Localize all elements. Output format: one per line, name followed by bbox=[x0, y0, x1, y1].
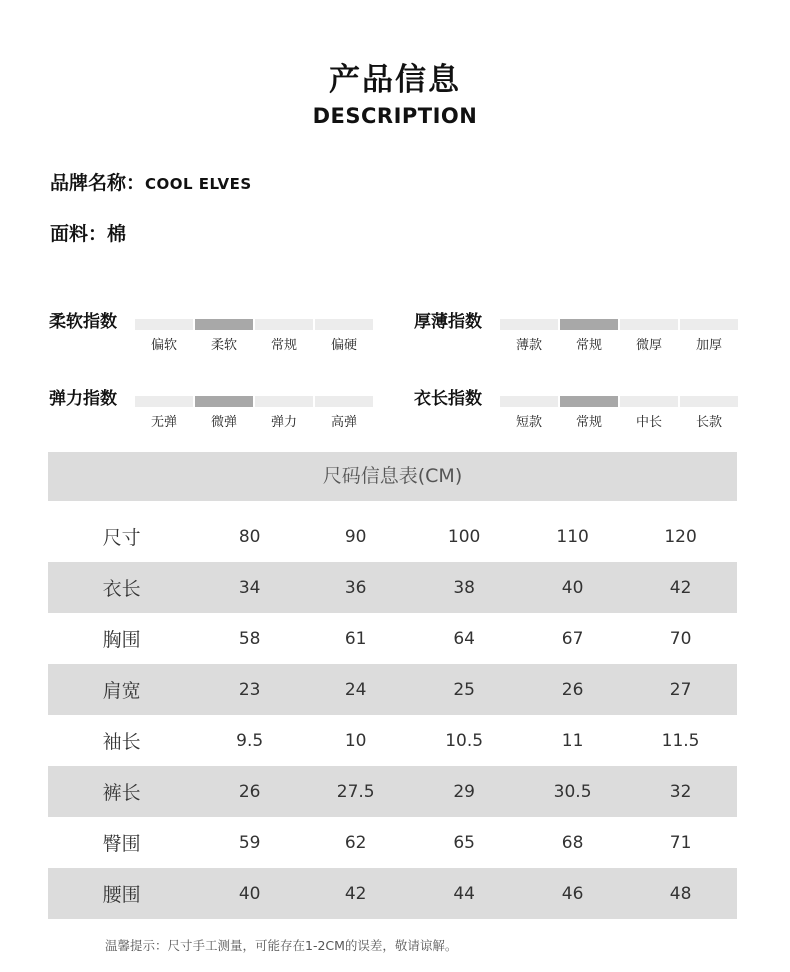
table-cell: 32 bbox=[669, 781, 692, 802]
table-row bbox=[48, 501, 737, 562]
scale-segment-selected bbox=[560, 396, 618, 430]
length-index-scale bbox=[500, 396, 740, 430]
scale-segment-selected bbox=[195, 396, 253, 430]
table-cell: 68 bbox=[561, 832, 584, 853]
scale-label: 加厚 bbox=[695, 338, 722, 353]
table-cell: 9.5 bbox=[236, 730, 264, 751]
table-row bbox=[48, 817, 737, 868]
size-table-caption: 尺码信息表(CM) bbox=[48, 452, 737, 501]
scale-label: 微厚 bbox=[635, 338, 662, 353]
table-cell: 58 bbox=[238, 628, 261, 649]
table-row-header: 臀围 bbox=[102, 833, 141, 855]
table-cell: 59 bbox=[238, 832, 261, 853]
scale-segment bbox=[680, 319, 738, 353]
scale-segment bbox=[315, 396, 373, 430]
scale-bar bbox=[620, 396, 678, 407]
thickness-index-title: 厚薄指数 bbox=[414, 312, 482, 332]
scale-label: 微弹 bbox=[210, 415, 237, 430]
table-row bbox=[48, 715, 737, 766]
table-cell: 38 bbox=[453, 577, 475, 598]
table-cell: 64 bbox=[453, 628, 475, 649]
scale-label: 常规 bbox=[575, 415, 602, 430]
elasticity-index-title: 弹力指数 bbox=[49, 389, 117, 409]
scale-segment bbox=[680, 396, 738, 430]
table-cell: 36 bbox=[344, 577, 367, 598]
thickness-index-scale bbox=[500, 319, 740, 353]
table-cell: 71 bbox=[669, 832, 692, 853]
scale-segment bbox=[255, 396, 313, 430]
fabric-value: 棉 bbox=[107, 223, 127, 245]
table-cell: 27.5 bbox=[336, 781, 375, 802]
softness-index-scale bbox=[135, 319, 375, 353]
scale-bar bbox=[255, 319, 313, 330]
scale-bar bbox=[560, 319, 618, 330]
scale-label: 短款 bbox=[515, 415, 542, 430]
page-subtitle: DESCRIPTION bbox=[312, 104, 478, 128]
fabric-info bbox=[50, 219, 126, 246]
scale-label: 常规 bbox=[575, 338, 602, 353]
table-cell: 30.5 bbox=[553, 781, 592, 802]
scale-bar bbox=[680, 319, 738, 330]
table-cell: 25 bbox=[453, 679, 475, 700]
scale-segment bbox=[620, 319, 678, 353]
table-row bbox=[48, 613, 737, 664]
fabric-label: 面料： bbox=[50, 223, 108, 245]
scale-bar bbox=[195, 319, 253, 330]
length-index-title: 衣长指数 bbox=[414, 389, 482, 409]
table-cell: 65 bbox=[453, 832, 475, 853]
table-cell: 24 bbox=[344, 679, 367, 700]
scale-label: 无弹 bbox=[150, 415, 177, 430]
table-cell: 70 bbox=[669, 628, 692, 649]
scale-bar bbox=[315, 319, 373, 330]
scale-segment bbox=[135, 319, 193, 353]
table-cell: 10 bbox=[344, 730, 367, 751]
scale-bar bbox=[135, 319, 193, 330]
table-row bbox=[48, 664, 737, 715]
scale-label: 柔软 bbox=[210, 338, 237, 353]
table-cell: 29 bbox=[453, 781, 475, 802]
table-row-header: 胸围 bbox=[102, 629, 141, 651]
table-cell: 90 bbox=[344, 526, 367, 547]
scale-segment bbox=[315, 319, 373, 353]
scale-segment-selected bbox=[560, 319, 618, 353]
scale-bar bbox=[255, 396, 313, 407]
table-row-header: 腰围 bbox=[102, 884, 141, 906]
table-cell: 100 bbox=[447, 526, 481, 547]
scale-bar bbox=[135, 396, 193, 407]
measurement-tip: 温馨提示：尺寸手工测量，可能存在1-2CM的误差，敬请谅解。 bbox=[105, 938, 458, 953]
scale-bar bbox=[500, 319, 558, 330]
scale-segment bbox=[500, 319, 558, 353]
brand-label: 品牌名称： bbox=[50, 172, 146, 194]
table-cell: 26 bbox=[561, 679, 584, 700]
table-row bbox=[48, 868, 737, 919]
table-cell: 120 bbox=[664, 526, 697, 547]
scale-label: 偏硬 bbox=[330, 338, 357, 353]
scale-label: 弹力 bbox=[270, 415, 297, 430]
scale-bar bbox=[680, 396, 738, 407]
table-cell: 44 bbox=[453, 883, 475, 904]
table-row-header: 裤长 bbox=[102, 782, 141, 804]
table-cell: 34 bbox=[238, 577, 261, 598]
table-row bbox=[48, 562, 737, 613]
table-row-header: 尺寸 bbox=[102, 527, 141, 549]
scale-segment bbox=[135, 396, 193, 430]
table-cell: 67 bbox=[561, 628, 584, 649]
brand-info bbox=[50, 168, 252, 195]
table-cell: 23 bbox=[238, 679, 261, 700]
table-row bbox=[48, 766, 737, 817]
size-table bbox=[48, 452, 737, 915]
scale-bar bbox=[620, 319, 678, 330]
table-row-header: 肩宽 bbox=[102, 680, 141, 702]
brand-value: COOL ELVES bbox=[145, 175, 252, 193]
table-row-header: 衣长 bbox=[102, 578, 141, 600]
scale-bar bbox=[195, 396, 253, 407]
table-cell: 11.5 bbox=[661, 730, 700, 751]
table-cell: 48 bbox=[669, 883, 692, 904]
table-cell: 61 bbox=[344, 628, 367, 649]
table-row-header: 袖长 bbox=[102, 731, 141, 753]
scale-segment bbox=[255, 319, 313, 353]
scale-bar bbox=[560, 396, 618, 407]
elasticity-index-scale bbox=[135, 396, 375, 430]
table-cell: 42 bbox=[344, 883, 367, 904]
table-cell: 42 bbox=[669, 577, 692, 598]
scale-label: 中长 bbox=[635, 415, 662, 430]
table-cell: 110 bbox=[556, 526, 589, 547]
table-cell: 40 bbox=[238, 883, 261, 904]
scale-segment bbox=[620, 396, 678, 430]
scale-label: 偏软 bbox=[150, 338, 177, 353]
header bbox=[0, 60, 790, 130]
table-cell: 27 bbox=[669, 679, 692, 700]
scale-label: 薄款 bbox=[515, 338, 542, 353]
table-cell: 10.5 bbox=[445, 730, 484, 751]
table-cell: 62 bbox=[344, 832, 367, 853]
scale-segment bbox=[500, 396, 558, 430]
table-cell: 80 bbox=[238, 526, 261, 547]
table-cell: 46 bbox=[561, 883, 584, 904]
scale-label: 高弹 bbox=[330, 415, 357, 430]
scale-bar bbox=[500, 396, 558, 407]
page-title: 产品信息 bbox=[329, 62, 461, 98]
table-cell: 11 bbox=[561, 730, 584, 751]
softness-index-title: 柔软指数 bbox=[49, 312, 117, 332]
scale-segment-selected bbox=[195, 319, 253, 353]
table-cell: 26 bbox=[238, 781, 261, 802]
table-cell: 40 bbox=[561, 577, 584, 598]
scale-label: 长款 bbox=[695, 415, 722, 430]
scale-bar bbox=[315, 396, 373, 407]
scale-label: 常规 bbox=[270, 338, 297, 353]
